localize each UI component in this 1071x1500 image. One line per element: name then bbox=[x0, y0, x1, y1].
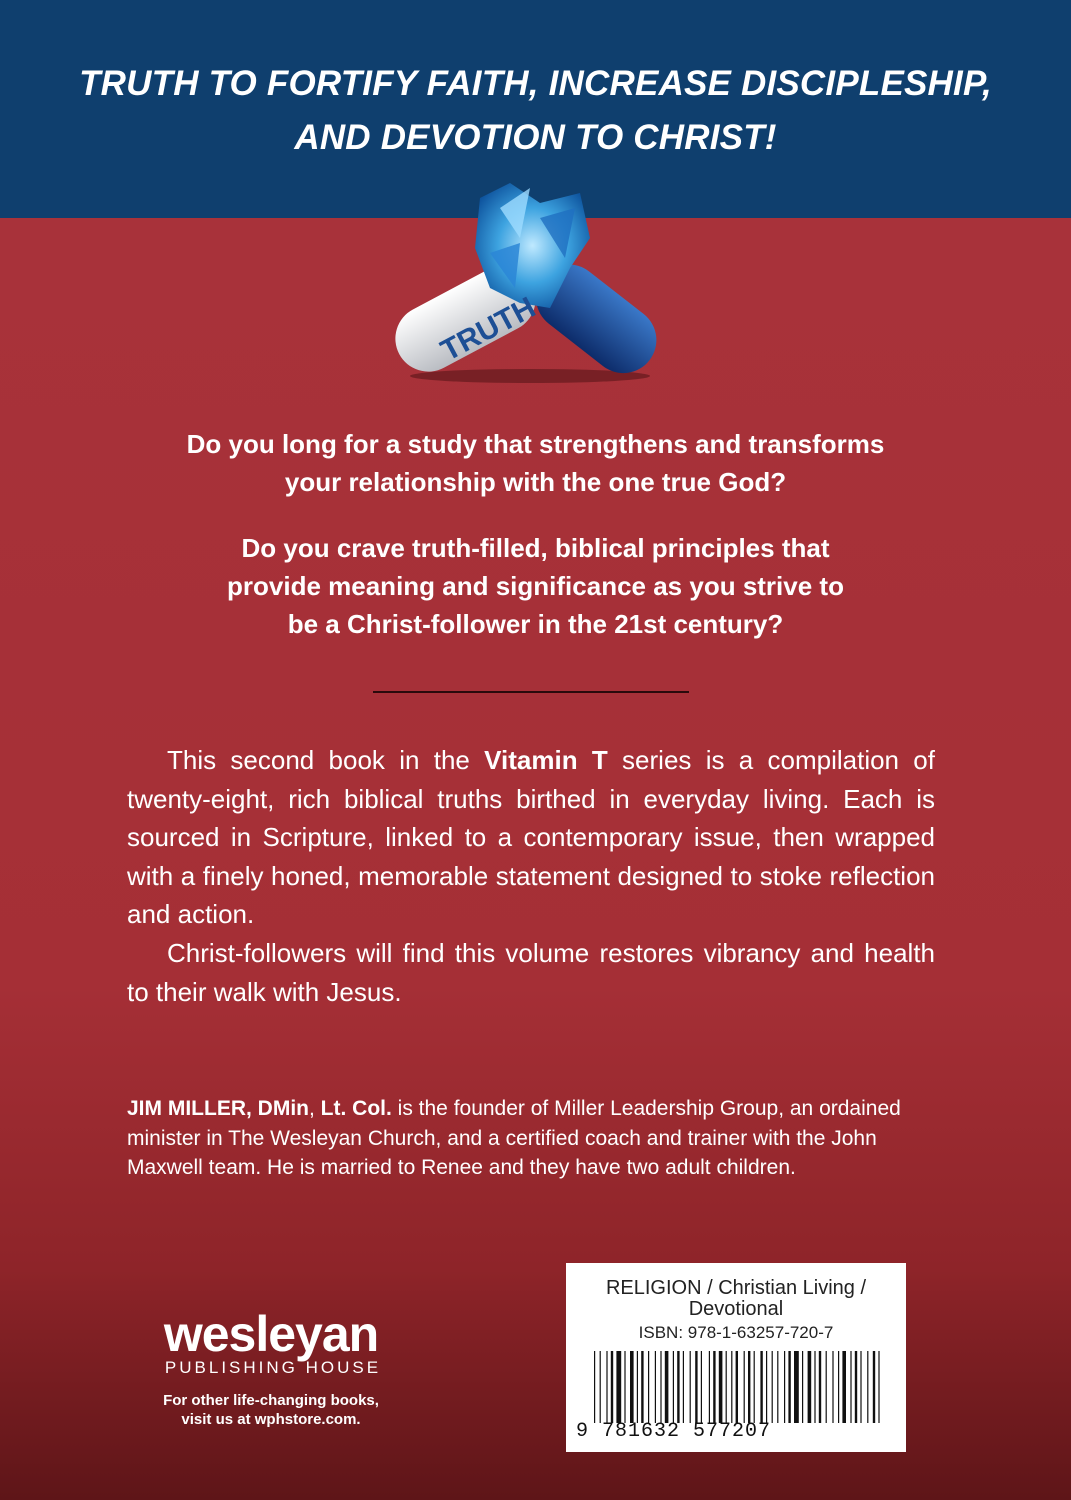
barcode-bar bbox=[641, 1351, 643, 1423]
barcode-bar bbox=[606, 1351, 607, 1423]
barcode-bar bbox=[736, 1351, 738, 1423]
publisher-note: For other life-changing books, visit us at wphstore.com. bbox=[163, 1392, 379, 1428]
barcode-bars bbox=[576, 1351, 896, 1423]
truth-pill-illustration bbox=[380, 178, 680, 388]
barcode-bar bbox=[630, 1351, 634, 1423]
isbn-text: ISBN: 978-1-63257-720-7 bbox=[638, 1323, 834, 1342]
barcode-bar bbox=[867, 1351, 868, 1423]
barcode-bar bbox=[748, 1351, 750, 1423]
barcode-bar bbox=[719, 1351, 723, 1423]
barcode-bar bbox=[616, 1351, 621, 1423]
barcode-bar bbox=[683, 1351, 684, 1423]
barcode-bar bbox=[637, 1351, 638, 1423]
barcode-bar bbox=[826, 1351, 827, 1423]
barcode-bar bbox=[794, 1351, 799, 1423]
barcode-bar bbox=[777, 1351, 778, 1423]
pill-label: TRUTH bbox=[435, 290, 541, 368]
barcode-bar bbox=[873, 1351, 875, 1423]
barcode-bar bbox=[701, 1351, 702, 1423]
barcode-bar bbox=[860, 1351, 861, 1423]
barcode-bar bbox=[624, 1351, 625, 1423]
barcode-bar bbox=[784, 1351, 785, 1423]
barcode-box bbox=[566, 1263, 906, 1452]
publisher-sub: PUBLISHING HOUSE bbox=[164, 1358, 382, 1377]
section-divider bbox=[373, 691, 689, 693]
author-bio: JIM MILLER, DMin, Lt. Col. is the founder of Miller Leadership Group, an ordained minister in The Wesleyan Church, and a certified coach and trainer with the John Maxwell team. He is married to Renee and they have two adult children. bbox=[127, 1097, 901, 1179]
author-name: JIM MILLER, DMin bbox=[127, 1097, 309, 1120]
barcode-bar bbox=[766, 1351, 767, 1423]
barcode-bar bbox=[838, 1351, 839, 1423]
barcode-bar bbox=[677, 1351, 679, 1423]
headline-line-1: TRUTH TO FORTIFY FAITH, INCREASE DISCIPLESHIP, bbox=[79, 64, 992, 103]
barcode-bar bbox=[731, 1351, 732, 1423]
barcode-bar bbox=[665, 1351, 669, 1423]
barcode-bar bbox=[772, 1351, 773, 1423]
barcode-bar bbox=[754, 1351, 755, 1423]
barcode-digits: 9 781632 577207 bbox=[576, 1420, 772, 1443]
barcode-bar bbox=[788, 1351, 790, 1423]
publisher-name: wesleyan bbox=[163, 1306, 379, 1362]
barcode-bar bbox=[611, 1351, 613, 1423]
barcode-bar bbox=[695, 1351, 697, 1423]
barcode-bar bbox=[802, 1351, 803, 1423]
barcode-bar bbox=[808, 1351, 812, 1423]
barcode-bar bbox=[842, 1351, 846, 1423]
barcode-bar bbox=[855, 1351, 857, 1423]
barcode-bar bbox=[660, 1351, 661, 1423]
description-paragraph-1: This second book in the Vitamin T series is a compilation of twenty-eight, rich biblical truths birthed in everyday living. Each is sourced in Scripture, linked to a contemporary issue, then wrapped with a finely honed, memorable statement designed to stoke reflection and action. bbox=[127, 745, 935, 930]
barcode-bar bbox=[760, 1351, 762, 1423]
question-1: Do you long for a study that strengthens and transforms your relationship with the one true God? bbox=[186, 429, 885, 497]
barcode-bar bbox=[744, 1351, 745, 1423]
barcode-bar bbox=[713, 1351, 715, 1423]
category-line-1: RELIGION / Christian Living / bbox=[605, 1277, 867, 1299]
barcode-bar bbox=[655, 1351, 656, 1423]
category-line-2: Devotional bbox=[688, 1298, 784, 1320]
barcode-bar bbox=[594, 1351, 595, 1423]
barcode-bar bbox=[690, 1351, 691, 1423]
question-2: Do you crave truth-filled, biblical principles that provide meaning and significance as you strive to be a Christ-follower in the 21st century? bbox=[227, 533, 844, 639]
description-paragraph-2: Christ-followers will find this volume restores vibrancy and health to their walk with Jesus. bbox=[127, 938, 935, 1007]
barcode-bar bbox=[878, 1351, 879, 1423]
barcode-bar bbox=[819, 1351, 821, 1423]
barcode-bar bbox=[850, 1351, 851, 1423]
barcode-bar bbox=[673, 1351, 674, 1423]
headline-line-2: AND DEVOTION TO CHRIST! bbox=[294, 118, 777, 157]
barcode-bar bbox=[832, 1351, 833, 1423]
barcode-bar bbox=[726, 1351, 727, 1423]
barcode-bar bbox=[814, 1351, 815, 1423]
barcode-bar bbox=[600, 1351, 601, 1423]
author-rank: Lt. Col. bbox=[320, 1097, 392, 1120]
barcode-bar bbox=[709, 1351, 710, 1423]
barcode-bar bbox=[648, 1351, 649, 1423]
